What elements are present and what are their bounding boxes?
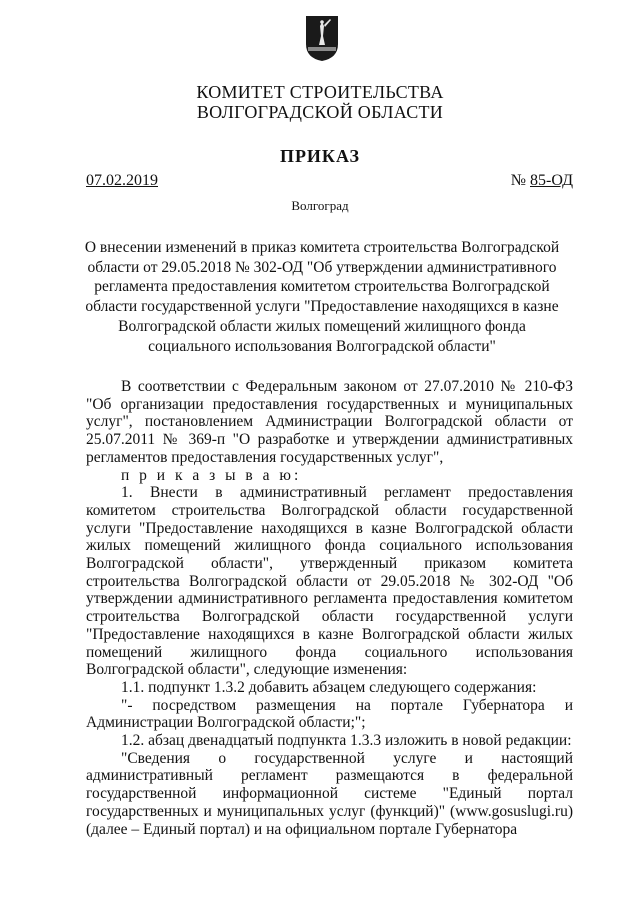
document-number-prefix: № [510,172,530,189]
item-1-2-paragraph: 1.2. абзац двенадцатый подпункта 1.3.3 изложить в новой редакции: [121,732,572,750]
order-word: п р и к а з ы в а ю: [121,466,302,484]
item-1-paragraph: 1. Внести в административный регламент предоставления комитетом строительства Волгоградской области государственной услуги "Предоставление находящихся в казне Волгоградской области жилых помещений жилищного фонда социального использования Волгоградской области", утвержденный приказом комитета строительства Волгоградской области от 29.05.2018 № 302-ОД "Об утверждении административного регламента предоставления комитетом строительства Волгоградской области государственной услуги "Предоставление находящихся в казне Волгоградской области жилых помещений жилищного фонда социального использования Волгоградской области", следующие изменения: [86,484,573,679]
document-number-value: 85-ОД [530,172,573,189]
organization-name-line1: КОМИТЕТ СТРОИТЕЛЬСТВА [196,82,444,102]
document-city: Волгоград [291,198,349,213]
document-date: 07.02.2019 [86,172,158,189]
document-type-title: ПРИКАЗ [279,146,361,166]
document-body [86,378,573,838]
item-1-1-text-paragraph: "- посредством размещения на портале Губернатора и Администрации Волгоградской области;"; [86,696,573,732]
preamble-paragraph: В соответствии с Федеральным законом от 27.07.2010 № 210-ФЗ "Об организации предоставления государственных и муниципальных услуг", постановлением Администрации Волгоградской области от 25.07.2011 № 369-п "О разработке и утверждении административных регламентов предоставления государственных услуг", [86,378,573,466]
item-1-2-text-paragraph: "Сведения о государственной услуге и настоящий административный регламент размещаются в федеральной государственной информационной системе "Единый портал государственных и муниципальных услуг (функций)" (www.gosuslugi.ru) (далее – Единый портал) и на официальном портале Губернатора [86,749,573,838]
document-number [511,172,573,190]
organization-name-line2: ВОЛГОГРАДСКОЙ ОБЛАСТИ [196,102,444,122]
volgograd-coat-of-arms-icon [304,14,340,62]
document-subject: О внесении изменений в приказ комитета строительства Волгоградской области от 29.05.2018 № 302-ОД "Об утверждении административного регламента предоставления комитетом строительства Волгоградской области государственной услуги "Предоставление находящихся в казне Волгоградской области жилых помещений жилищного фонда социального использования Волгоградской области" [84,239,560,355]
item-1-1-paragraph: 1.1. подпункт 1.3.2 добавить абзацем следующего содержания: [121,678,537,696]
